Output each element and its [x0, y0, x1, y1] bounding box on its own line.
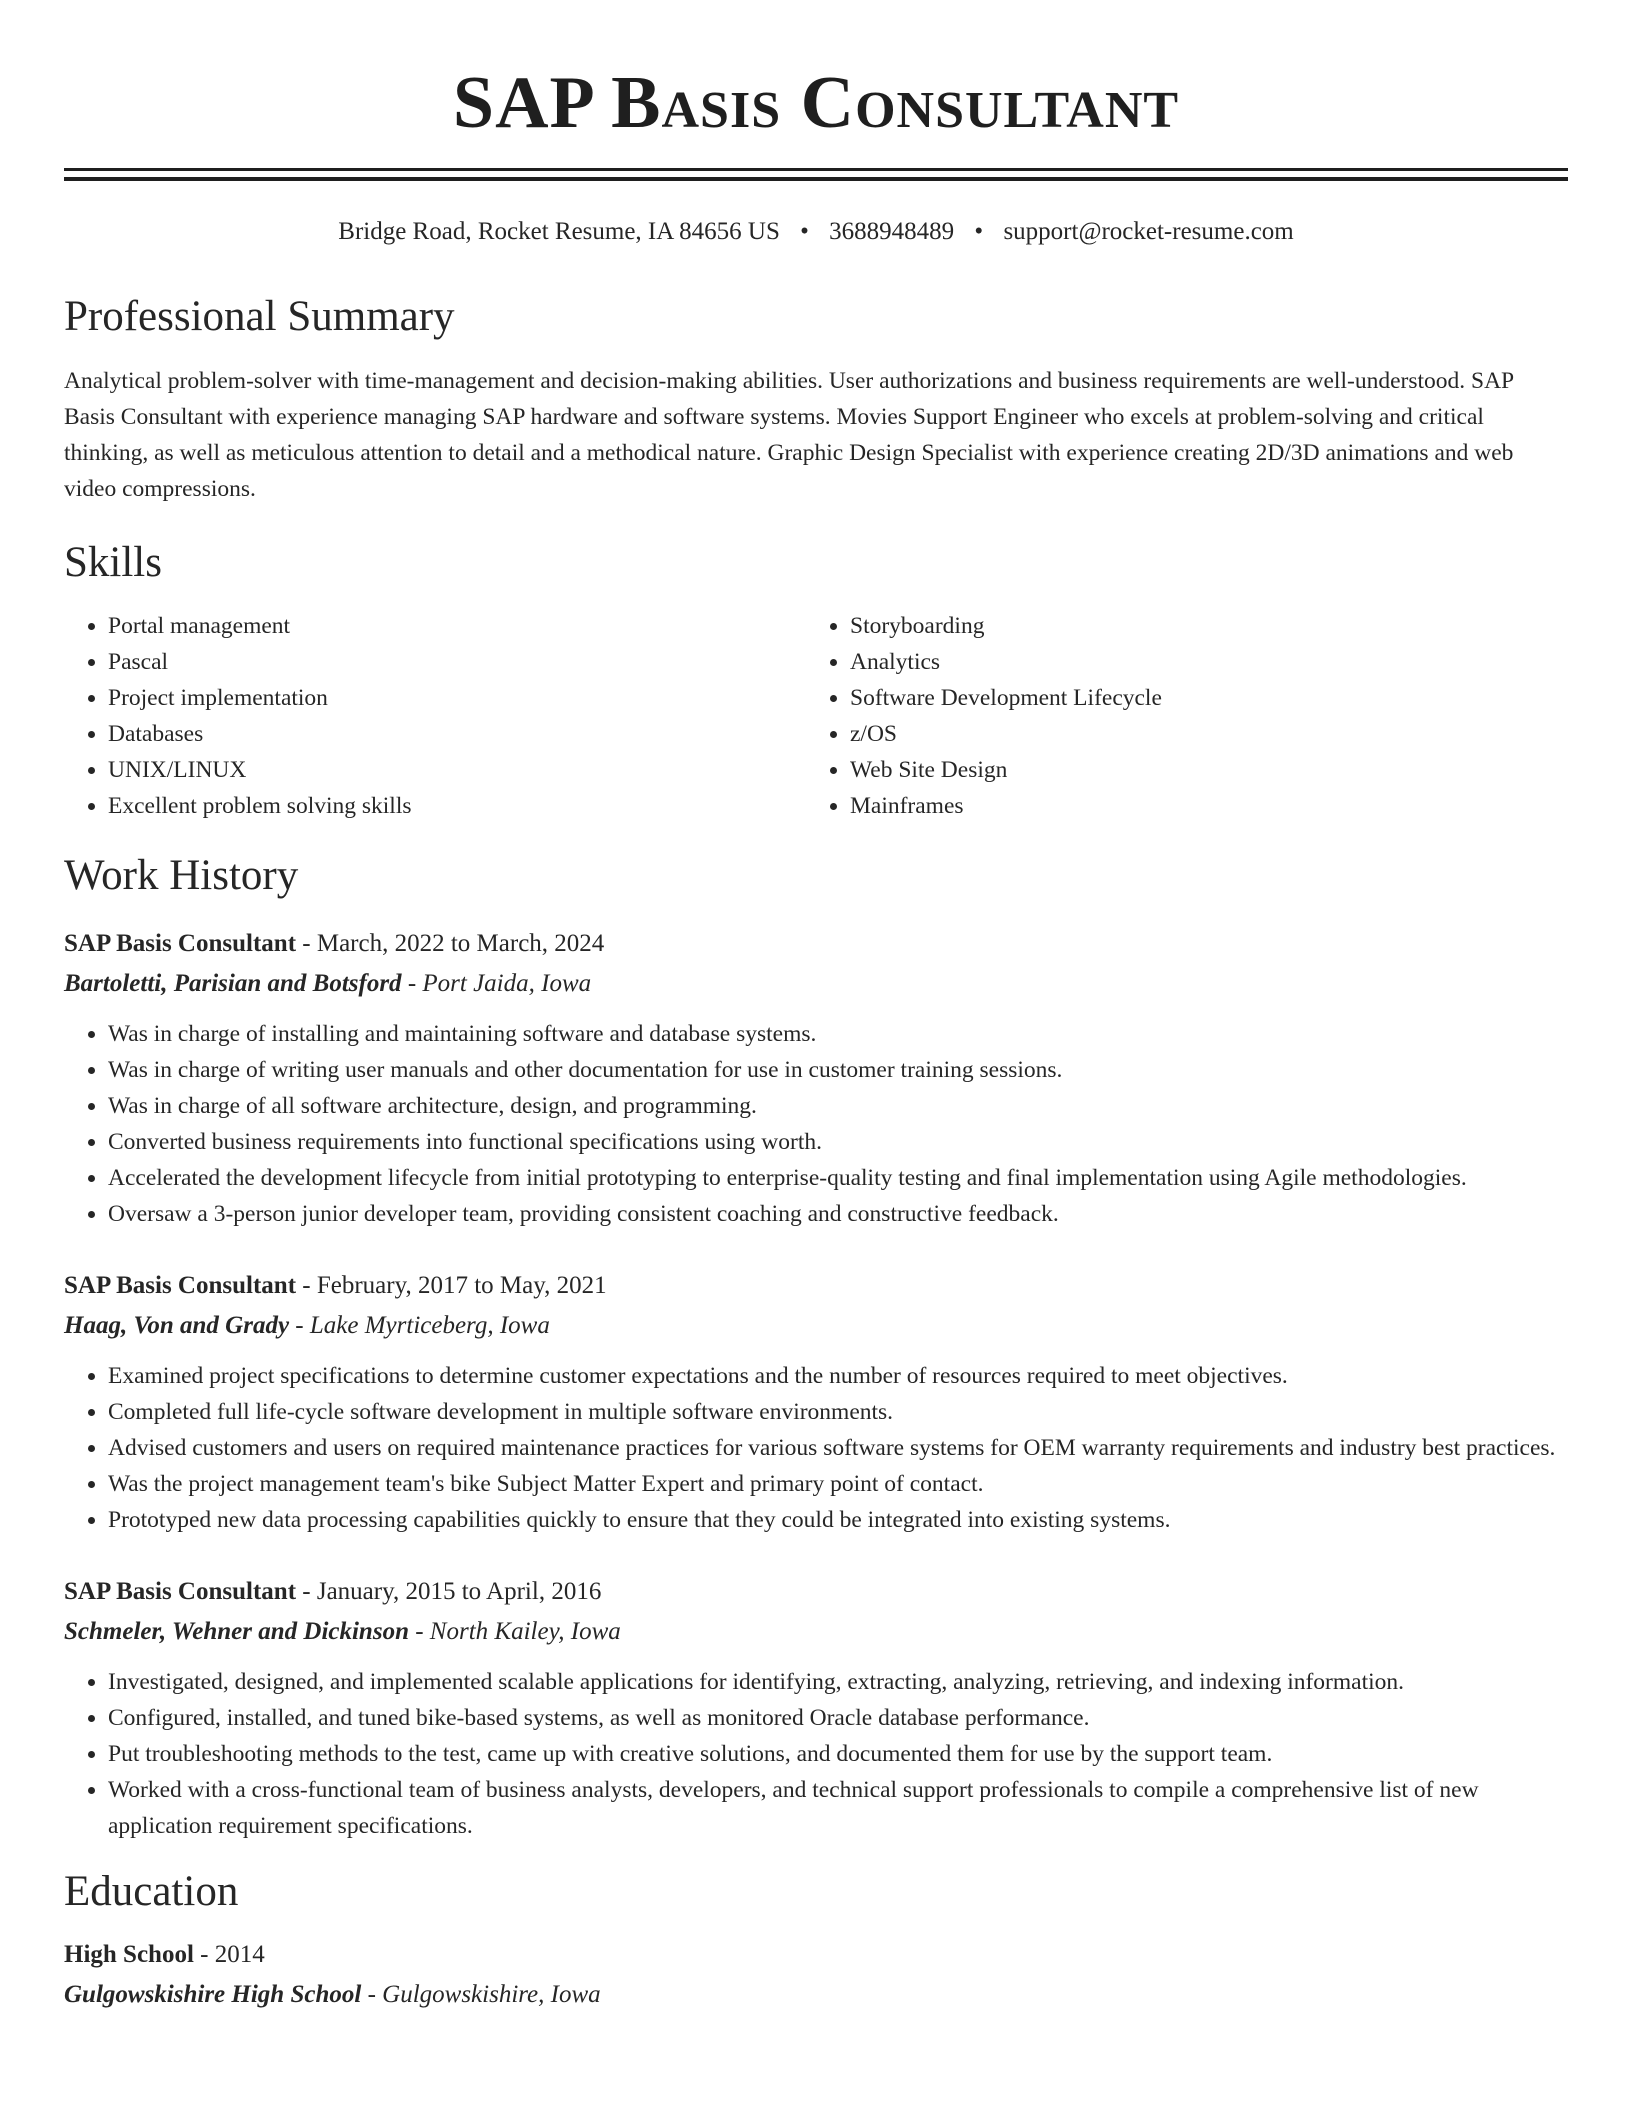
job-duty: • Oversaw a 3-person junior developer team, providing consistent coaching and constructive feedback. — [108, 1196, 1568, 1232]
job-title-line — [64, 924, 1568, 964]
job-duty: • Was the project management team's bike Subject Matter Expert and primary point of contact. — [108, 1466, 1568, 1502]
job-duty: • Advised customers and users on required maintenance practices for various software systems for OEM warranty requirements and industry best practices. — [108, 1430, 1568, 1466]
contact-separator: • — [974, 218, 984, 245]
contact-line — [64, 217, 1568, 247]
job-title: SAP Basis Consultant — [64, 1577, 297, 1605]
job-location: - Lake Myrticeberg, Iowa — [289, 1311, 550, 1339]
skill-item: • Web Site Design — [850, 752, 1548, 788]
education-school: Gulgowskishire High School — [64, 1981, 362, 2009]
job-title-line — [64, 1266, 1568, 1306]
skills-list — [64, 608, 1568, 824]
contact-address: Bridge Road, Rocket Resume, IA 84656 US — [338, 218, 780, 245]
contact-separator: • — [800, 218, 809, 245]
skill-item: • Portal management — [108, 608, 806, 644]
job-duty: • Put troubleshooting methods to the test, came up with creative solutions, and documented them for use by the support team. — [108, 1736, 1568, 1772]
work-history-heading: Work History — [64, 852, 299, 900]
contact-phone: 3688948489 — [829, 218, 955, 245]
summary-heading: Professional Summary — [64, 293, 455, 340]
job-title: SAP Basis Consultant — [64, 1271, 297, 1299]
job-company: Schmeler, Wehner and Dickinson — [64, 1617, 409, 1645]
skills-column-right — [806, 608, 1548, 824]
skill-item: • Project implementation — [108, 680, 806, 716]
education-location: - Gulgowskishire, Iowa — [361, 1981, 601, 2009]
education-school-line — [64, 1975, 1568, 2015]
job-entry — [64, 1572, 1568, 1844]
job-entry — [64, 1266, 1568, 1538]
education-year: - 2014 — [193, 1941, 265, 1969]
skill-item: • Databases — [108, 716, 806, 752]
skill-item: • UNIX/LINUX — [108, 752, 806, 788]
job-location: - North Kailey, Iowa — [408, 1617, 621, 1645]
job-duty: • Examined project specifications to determine customer expectations and the number of resources required to meet objectives. — [108, 1358, 1568, 1394]
skills-heading: Skills — [64, 538, 162, 586]
job-duty: • Was in charge of writing user manuals and other documentation for use in customer training sessions. — [108, 1052, 1568, 1088]
job-dates: - February, 2017 to May, 2021 — [296, 1271, 607, 1299]
job-duty: • Prototyped new data processing capabilities quickly to ensure that they could be integrated into existing systems. — [108, 1502, 1568, 1538]
job-company-line — [64, 1612, 1568, 1652]
job-duty: • Investigated, designed, and implemented scalable applications for identifying, extracting, analyzing, retrieving, and indexing information. — [108, 1664, 1568, 1700]
education-heading: Education — [64, 1867, 239, 1915]
job-dates: - March, 2022 to March, 2024 — [296, 929, 605, 957]
job-title-line — [64, 1572, 1568, 1612]
skill-item: • z/OS — [850, 716, 1548, 752]
summary-text: Analytical problem-solver with time-management and decision-making abilities. User authorizations and business requirements are well-understood. SAP Basis Consultant with experience managing SAP hardware and software systems. Movies Support Engineer who excels at problem-solving and critical thinking, as well as meticulous attention to detail and a methodical nature. Graphic Design Specialist with experience creating 2D/3D animations and web video compressions. — [64, 367, 1514, 502]
job-duty: • Accelerated the development lifecycle from initial prototyping to enterprise-quality testing and final implementation using Agile methodologies. — [108, 1160, 1568, 1196]
skills-column-left — [64, 608, 806, 824]
skill-item: • Software Development Lifecycle — [850, 680, 1548, 716]
job-company-line — [64, 964, 1568, 1004]
skill-item: • Mainframes — [850, 788, 1548, 824]
job-duty: • Was in charge of installing and maintaining software and database systems. — [108, 1016, 1568, 1052]
job-entry — [64, 924, 1568, 1232]
skill-item: • Excellent problem solving skills — [108, 788, 806, 824]
job-location: - Port Jaida, Iowa — [401, 969, 592, 997]
contact-email: support@rocket-resume.com — [1003, 218, 1294, 245]
job-title: SAP Basis Consultant — [64, 929, 297, 957]
job-company: Bartoletti, Parisian and Botsford — [64, 969, 402, 997]
skill-item: • Analytics — [850, 644, 1548, 680]
skill-item: • Storyboarding — [850, 608, 1548, 644]
education-degree: High School — [64, 1941, 194, 1969]
job-company: Haag, Von and Grady — [64, 1311, 290, 1339]
job-duties — [64, 1664, 1568, 1844]
job-duties — [64, 1358, 1568, 1538]
job-duty: • Worked with a cross-functional team of business analysts, developers, and technical support professionals to compile a comprehensive list of new application requirement specifications. — [108, 1772, 1568, 1844]
candidate-name: SAP Basis Consultant — [452, 62, 1180, 144]
job-duties — [64, 1016, 1568, 1232]
job-dates: - January, 2015 to April, 2016 — [296, 1577, 602, 1605]
job-duty: • Completed full life-cycle software development in multiple software environments. — [108, 1394, 1568, 1430]
job-company-line — [64, 1306, 1568, 1346]
education-degree-line — [64, 1935, 1568, 1975]
header-divider — [64, 168, 1568, 181]
job-duty: • Configured, installed, and tuned bike-based systems, as well as monitored Oracle database performance. — [108, 1700, 1568, 1736]
job-duty: • Converted business requirements into functional specifications using worth. — [108, 1124, 1568, 1160]
education-entry — [64, 1935, 1568, 2015]
job-duty: • Was in charge of all software architecture, design, and programming. — [108, 1088, 1568, 1124]
skill-item: • Pascal — [108, 644, 806, 680]
